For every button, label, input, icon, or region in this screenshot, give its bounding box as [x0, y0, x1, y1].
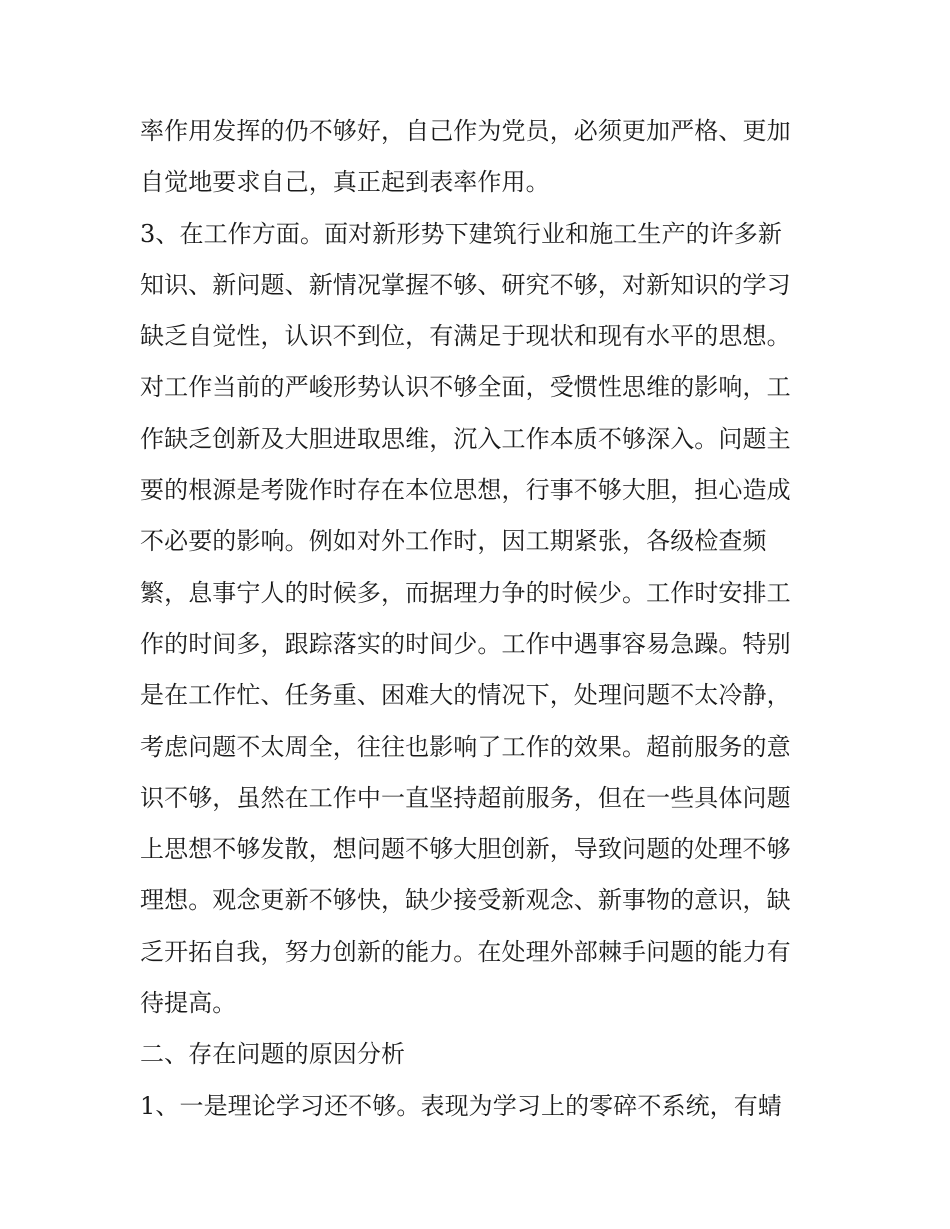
text-line: 是在工作忙、任务重、困难大的情况下，处理问题不太冷静， [140, 681, 791, 710]
paragraph-start-line: 1、一是理论学习还不够。表现为学习上的零碎不系统，有蜻 [140, 1091, 782, 1120]
text-line: 考虑问题不太周全，往往也影响了工作的效果。超前服务的意 [140, 732, 791, 761]
text-line: 乏开拓自我，努力创新的能力。在处理外部棘手问题的能力有 [140, 937, 791, 966]
text-line: 上思想不够发散，想问题不够大胆创新，导致问题的处理不够 [140, 835, 791, 864]
text-line: 知识、新问题、新情况掌握不够、研究不够，对新知识的学习 [140, 270, 791, 299]
text-line: 率作用发挥的仍不够好，自己作为党员，必须更加严格、更加 [140, 117, 791, 145]
text-line: 自觉地要求自己，真正起到表率作用。 [140, 168, 550, 197]
text-line: 不必要的影响。例如对外工作时，因工期紧张，各级检查频 [140, 527, 767, 556]
text-line: 理想。观念更新不够快，缺少接受新观念、新事物的意识，缺 [140, 886, 791, 915]
section-heading: 二、存在问题的原因分析 [140, 1040, 406, 1069]
text-line: 繁，息事宁人的时候多，而据理力争的时候少。工作时安排工 [140, 578, 791, 607]
text-line: 对工作当前的严峻形势认识不够全面，受惯性思维的影响，工 [140, 373, 791, 402]
body-text [140, 106, 830, 1132]
text-line: 作缺乏创新及大胆进取思维，沉入工作本质不够深入。问题主 [140, 424, 791, 453]
text-line: 待提高。 [140, 989, 237, 1018]
text-line: 要的根源是考陇作时存在本位思想，行事不够大胆，担心造成 [140, 476, 791, 505]
text-line: 作的时间多，跟踪落实的时间少。工作中遇事容易急躁。特别 [140, 629, 791, 658]
text-line: 缺乏自觉性，认识不到位，有满足于现状和现有水平的思想。 [140, 322, 791, 351]
paragraph-start-line: 3、在工作方面。面对新形势下建筑行业和施工生产的许多新 [140, 219, 782, 248]
text-line: 识不够，虽然在工作中一直坚持超前服务，但在一些具体问题 [140, 783, 791, 812]
